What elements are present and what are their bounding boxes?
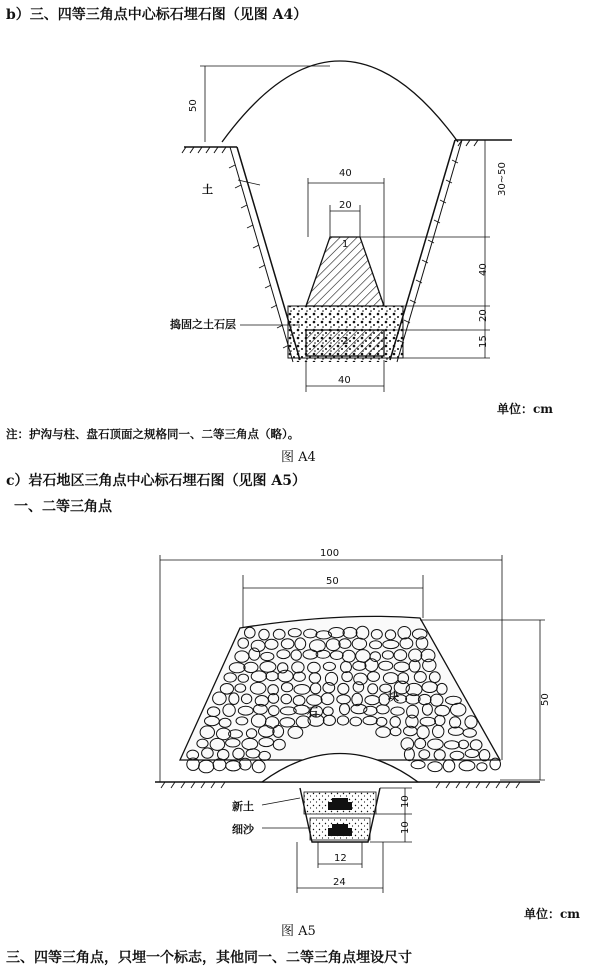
fig-a5-caption: 图 A5 xyxy=(281,924,316,939)
fig-a4-caption: 图 A4 xyxy=(281,450,316,465)
rubble-stone xyxy=(226,761,241,771)
section-b-heading: b）三、四等三角点中心标石埋石图（见图 A4） xyxy=(6,7,308,23)
label-new-soil: 新土 xyxy=(232,800,254,813)
label-soil: 土 xyxy=(202,183,213,196)
dim-50-height: 50 xyxy=(188,99,199,112)
mark-1: 1 xyxy=(342,239,349,250)
footer-text: 三、四等三角点，只埋一个标志，其他同一、二等三角点埋设尺寸 xyxy=(6,950,412,966)
label-tamped-layer: 捣固之土石层 xyxy=(170,318,236,331)
ground-hatch xyxy=(161,782,520,788)
dim-24: 24 xyxy=(333,877,346,888)
dim-20-right: 20 xyxy=(478,309,489,322)
dim-12: 12 xyxy=(334,853,347,864)
dim-100: 100 xyxy=(320,548,340,559)
mark-2: 2 xyxy=(342,336,349,347)
dim-15: 15 xyxy=(478,335,489,348)
rubble-stone xyxy=(477,763,487,771)
dim-50-top: 50 xyxy=(326,576,339,587)
rubble-stone xyxy=(443,760,455,772)
fig-a5-unit: 单位：cm xyxy=(524,907,581,921)
fig-a4-note: 注：护沟与柱、盘石顶面之规格同一、二等三角点（略）。 xyxy=(6,427,300,441)
section-c-heading: c）岩石地区三角点中心标石埋石图（见图 A5） xyxy=(6,473,307,489)
dim-50-right: 50 xyxy=(540,693,551,706)
dim-30-50: 30~50 xyxy=(497,162,508,196)
rubble-stone xyxy=(199,760,214,773)
rubble-stone xyxy=(411,761,425,769)
dim-10-b: 10 xyxy=(400,821,411,834)
rubble-stone xyxy=(459,761,475,771)
fig-a4-unit: 单位：cm xyxy=(497,402,554,416)
dim-40-mid: 40 xyxy=(478,263,489,276)
rubble-stone xyxy=(252,760,265,772)
rubble-stone xyxy=(428,762,442,772)
label-fine-sand: 细沙 xyxy=(232,823,254,836)
dim-20-top: 20 xyxy=(339,200,352,211)
label-stone: 石 xyxy=(307,706,318,719)
section-c-subheading: 一、二等三角点 xyxy=(14,499,112,515)
dim-40-top: 40 xyxy=(339,168,352,179)
dim-10-a: 10 xyxy=(400,795,411,808)
dim-40-bottom: 40 xyxy=(338,375,351,386)
label-block: 块 xyxy=(388,690,399,703)
